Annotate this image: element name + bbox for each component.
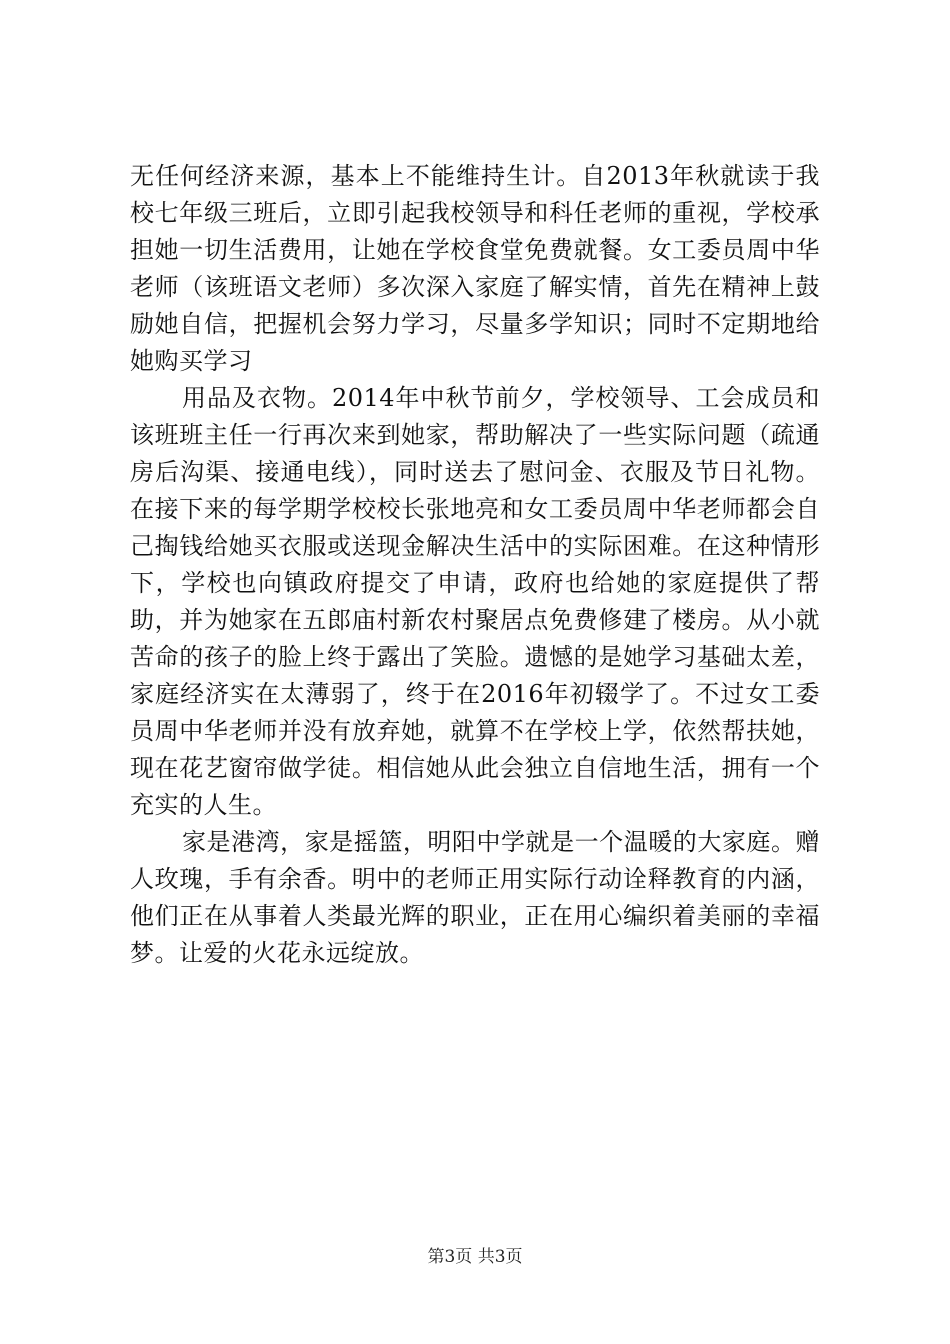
paragraph-1: 无任何经济来源，基本上不能维持生计。自2013年秋就读于我校七年级三班后，立即引起我校领导和科任老师的重视，学校承担她一切生活费用，让她在学校食堂免费就餐。女工委员周中华老师（该班语文老师）多次深入家庭了解实情，首先在精神上鼓励她自信，把握机会努力学习，尽量多学知识；同时不定期地给她购买学习	[130, 162, 820, 375]
document-body	[130, 158, 820, 972]
paragraph-3: 家是港湾，家是摇篮，明阳中学就是一个温暖的大家庭。赠人玫瑰，手有余香。明中的老师正用实际行动诠释教育的内涵，他们正在从事着人类最光辉的职业，正在用心编织着美丽的幸福梦。让爱的火花永远绽放。	[130, 828, 820, 967]
page-number-footer: 第3页 共3页	[427, 1247, 523, 1267]
paragraph-2: 用品及衣物。2014年中秋节前夕，学校领导、工会成员和该班班主任一行再次来到她家，帮助解决了一些实际问题（疏通房后沟渠、接通电线），同时送去了慰问金、衣服及节日礼物。在接下来的每学期学校校长张地亮和女工委员周中华老师都会自己掏钱给她买衣服或送现金解决生活中的实际困难。在这种情形下，学校也向镇政府提交了申请，政府也给她的家庭提供了帮助，并为她家在五郎庙村新农村聚居点免费修建了楼房。从小就苦命的孩子的脸上终于露出了笑脸。遗憾的是她学习基础太差，家庭经济实在太薄弱了，终于在2016年初辍学了。不过女工委员周中华老师并没有放弃她，就算不在学校上学，依然帮扶她，现在花艺窗帘做学徒。相信她从此会独立自信地生活，拥有一个充实的人生。	[130, 384, 820, 819]
